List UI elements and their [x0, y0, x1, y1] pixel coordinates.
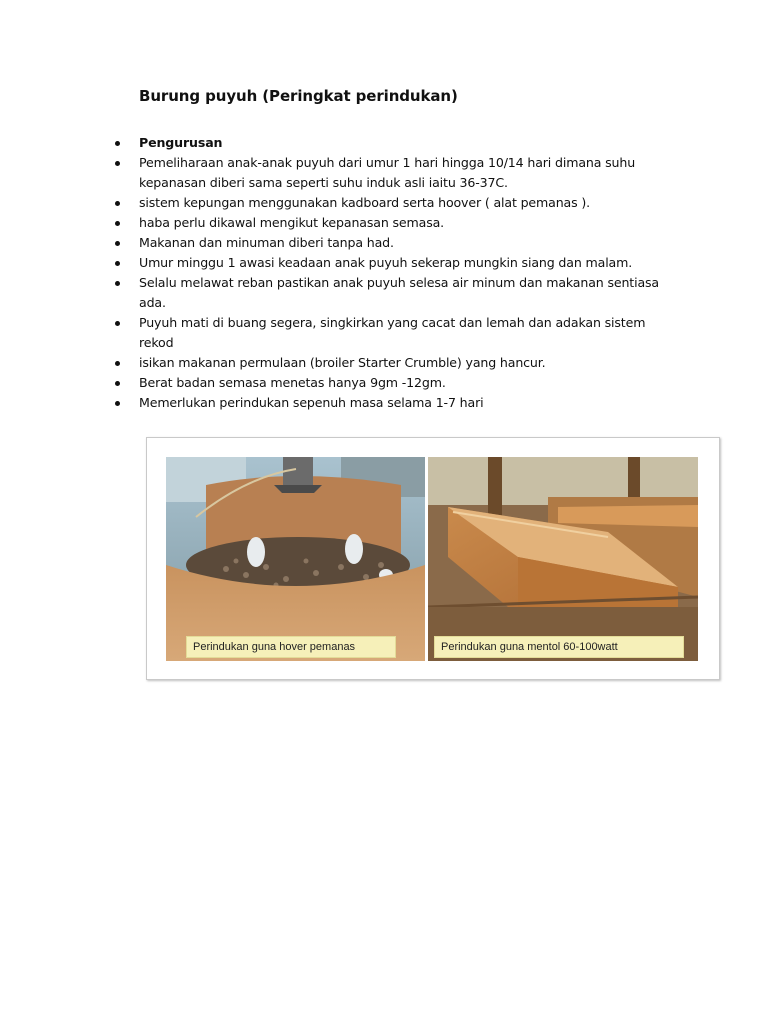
photo-bulb-brooder-illustration [428, 457, 698, 661]
bullet-item: sistem kepungan menggunakan kadboard serta hoover ( alat pemanas ). [111, 193, 671, 213]
bullet-item: Makanan dan minuman diberi tanpa had. [111, 233, 671, 253]
bullet-item: Pengurusan [111, 133, 671, 153]
bullet-item: Umur minggu 1 awasi keadaan anak puyuh sekerap mungkin siang dan malam. [111, 253, 671, 273]
bullet-list [111, 133, 671, 413]
bullet-item: Berat badan semasa menetas hanya 9gm -12gm. [111, 373, 671, 393]
bullet-item: isikan makanan permulaan (broiler Starter Crumble) yang hancur. [111, 353, 671, 373]
document-title: Burung puyuh (Peringkat perindukan) [139, 87, 458, 105]
bullet-item: haba perlu dikawal mengikut kepanasan semasa. [111, 213, 671, 233]
bullet-item: Selalu melawat reban pastikan anak puyuh selesa air minum dan makanan sentiasa ada. [111, 273, 671, 313]
caption-left: Perindukan guna hover pemanas [186, 636, 396, 658]
photo-hover-brooder [166, 457, 425, 661]
caption-right: Perindukan guna mentol 60-100watt [434, 636, 684, 658]
photo-hover-brooder-illustration [166, 457, 425, 661]
figure-frame [146, 437, 720, 680]
bullet-item: Memerlukan perindukan sepenuh masa selama 1-7 hari [111, 393, 671, 413]
photo-bulb-brooder [428, 457, 698, 661]
bullet-item: Puyuh mati di buang segera, singkirkan yang cacat dan lemah dan adakan sistem rekod [111, 313, 671, 353]
bullet-item: Pemeliharaan anak-anak puyuh dari umur 1 hari hingga 10/14 hari dimana suhu kepanasan diberi sama seperti suhu induk asli iaitu 36-37C. [111, 153, 671, 193]
